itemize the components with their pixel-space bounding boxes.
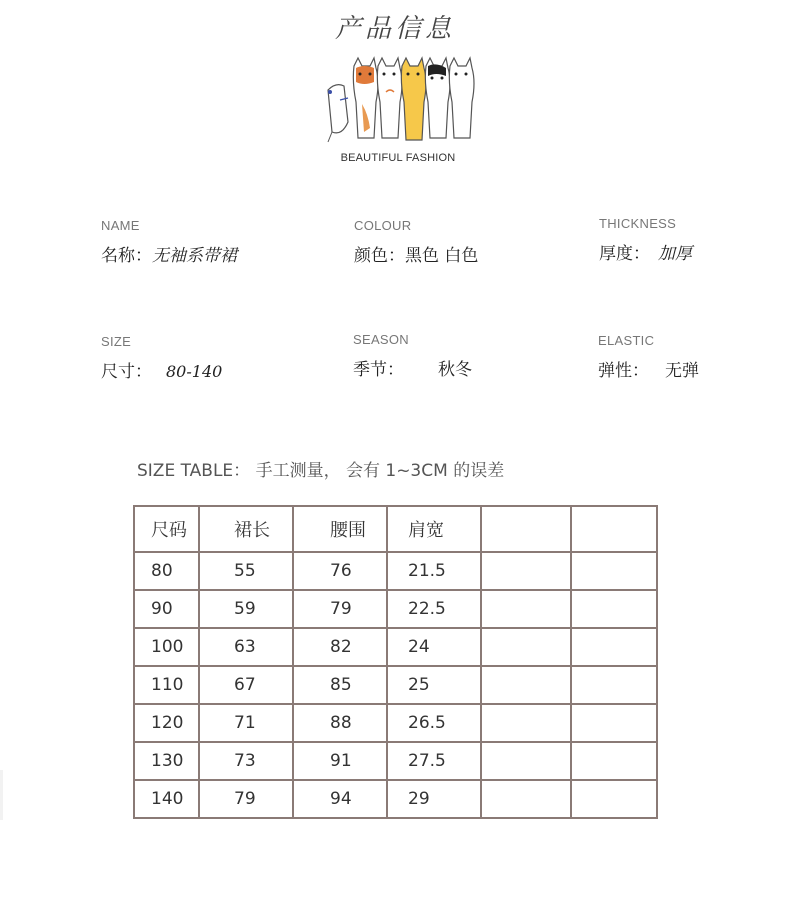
table-cell: 22.5 bbox=[387, 590, 481, 628]
attr-cn-row bbox=[353, 355, 472, 380]
table-cell: 29 bbox=[387, 780, 481, 818]
table-header-cell bbox=[571, 506, 657, 552]
table-cell: 90 bbox=[134, 590, 199, 628]
table-cell bbox=[571, 742, 657, 780]
brand-logo bbox=[318, 52, 478, 172]
table-cell: 24 bbox=[387, 628, 481, 666]
table-cell: 27.5 bbox=[387, 742, 481, 780]
table-cell: 85 bbox=[293, 666, 387, 704]
table-cell: 73 bbox=[199, 742, 293, 780]
table-cell bbox=[481, 704, 571, 742]
table-cell: 21.5 bbox=[387, 552, 481, 590]
edge-decoration bbox=[0, 770, 3, 820]
table-header-cell: 肩宽 bbox=[387, 506, 481, 552]
attr-cn-label: 季节： bbox=[353, 360, 404, 380]
attr-size bbox=[101, 334, 222, 382]
attr-en-label: THICKNESS bbox=[599, 216, 677, 231]
attr-cn-label: 弹性： bbox=[598, 361, 649, 381]
attr-name bbox=[101, 218, 237, 266]
table-cell bbox=[571, 666, 657, 704]
table-cell: 80 bbox=[134, 552, 199, 590]
table-header-cell bbox=[481, 506, 571, 552]
table-cell: 94 bbox=[293, 780, 387, 818]
table-row bbox=[134, 704, 657, 742]
table-header-cell: 裙长 bbox=[199, 506, 293, 552]
table-row bbox=[134, 780, 657, 818]
attr-season bbox=[353, 332, 472, 380]
attr-en-label: COLOUR bbox=[354, 218, 412, 233]
page-title: 产品信息 bbox=[334, 14, 455, 44]
table-cell: 140 bbox=[134, 780, 199, 818]
attr-colour bbox=[354, 218, 478, 266]
attr-cn-row bbox=[598, 356, 699, 381]
table-row bbox=[134, 628, 657, 666]
table-cell: 25 bbox=[387, 666, 481, 704]
table-cell: 63 bbox=[199, 628, 293, 666]
attr-en-label: SIZE bbox=[101, 334, 132, 349]
table-header-row bbox=[134, 506, 657, 552]
attr-cn-row bbox=[101, 357, 222, 382]
attr-en-label: SEASON bbox=[353, 332, 409, 347]
table-cell bbox=[481, 666, 571, 704]
table-row bbox=[134, 590, 657, 628]
table-cell: 110 bbox=[134, 666, 199, 704]
attr-cn-label: 尺寸： bbox=[101, 362, 152, 382]
attr-en-label: ELASTIC bbox=[598, 333, 655, 348]
table-cell: 130 bbox=[134, 742, 199, 780]
attr-value: 无弹 bbox=[665, 361, 699, 381]
table-cell bbox=[481, 590, 571, 628]
cats-logo-icon bbox=[318, 52, 478, 152]
attr-value: 80-140 bbox=[166, 362, 223, 381]
attr-cn-label: 颜色： bbox=[354, 246, 405, 266]
table-cell: 55 bbox=[199, 552, 293, 590]
attr-cn-row bbox=[599, 239, 692, 264]
table-cell: 76 bbox=[293, 552, 387, 590]
attr-cn-label: 名称： bbox=[101, 246, 152, 266]
attr-value: 黑色 白色 bbox=[405, 246, 479, 266]
table-cell bbox=[571, 780, 657, 818]
table-cell: 59 bbox=[199, 590, 293, 628]
table-cell: 67 bbox=[199, 666, 293, 704]
attr-value: 无袖系带裙 bbox=[152, 246, 237, 266]
table-cell: 120 bbox=[134, 704, 199, 742]
table-row bbox=[134, 552, 657, 590]
logo-caption: BEAUTIFUL FASHION bbox=[340, 152, 456, 164]
table-cell: 71 bbox=[199, 704, 293, 742]
attr-value: 加厚 bbox=[658, 244, 692, 264]
attr-value: 秋冬 bbox=[438, 360, 472, 380]
table-row bbox=[134, 666, 657, 704]
attr-cn-label: 厚度： bbox=[599, 244, 650, 264]
table-cell bbox=[571, 628, 657, 666]
table-cell bbox=[571, 590, 657, 628]
table-cell bbox=[481, 628, 571, 666]
table-header-cell: 腰围 bbox=[293, 506, 387, 552]
table-cell: 79 bbox=[293, 590, 387, 628]
size-table bbox=[133, 505, 658, 819]
table-cell: 91 bbox=[293, 742, 387, 780]
table-cell bbox=[481, 742, 571, 780]
table-cell bbox=[571, 704, 657, 742]
table-cell bbox=[481, 780, 571, 818]
table-cell: 79 bbox=[199, 780, 293, 818]
size-table-title: SIZE TABLE： 手工测量， 会有 1~3CM 的误差 bbox=[137, 461, 505, 481]
attr-en-label: NAME bbox=[101, 218, 140, 233]
attr-thickness bbox=[599, 216, 692, 264]
table-row bbox=[134, 742, 657, 780]
table-cell: 88 bbox=[293, 704, 387, 742]
table-cell: 82 bbox=[293, 628, 387, 666]
table-cell bbox=[571, 552, 657, 590]
table-cell bbox=[481, 552, 571, 590]
table-header-cell: 尺码 bbox=[134, 506, 199, 552]
attr-cn-row bbox=[101, 241, 237, 266]
table-cell: 26.5 bbox=[387, 704, 481, 742]
table-cell: 100 bbox=[134, 628, 199, 666]
attr-cn-row bbox=[354, 241, 478, 266]
attr-elastic bbox=[598, 333, 699, 381]
